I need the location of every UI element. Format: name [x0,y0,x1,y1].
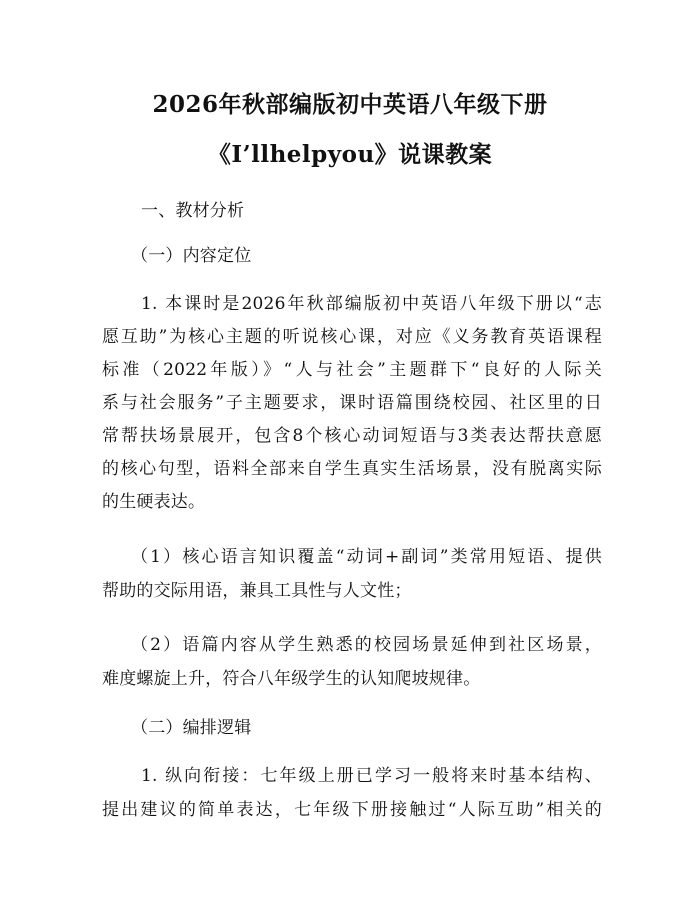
paragraph-1-line-3: 标准（2022年版）》“人与社会”主题群下“良好的人际关 [102,360,602,380]
subsection-heading-content-positioning: （一）内容定位 [131,246,252,266]
paragraph-1-line-6: 的核心句型，语料全部来自学生真实生活场景，没有脱离实际 [102,459,602,479]
document-title-line-2: 《I’llhelpyou》说课教案 [207,141,493,168]
paragraph-3-line-1: （2）语篇内容从学生熟悉的校园场景延伸到社区场景， [131,635,602,655]
paragraph-4-line-2: 提出建议的简单表达，七年级下册接触过“人际互助”相关的 [102,800,602,820]
document-title-line-1: 2026年秋部编版初中英语八年级下册 [152,91,548,118]
paragraph-4-line-1: 1. 纵向衔接：七年级上册已学习一般将来时基本结构、 [141,766,602,786]
paragraph-1-line-2: 愿互助”为核心主题的听说核心课，对应《义务教育英语课程 [102,327,602,347]
paragraph-2-line-1: （1）核心语言知识覆盖“动词+副词”类常用短语、提供 [131,547,602,567]
paragraph-1-line-1: 1. 本课时是2026年秋部编版初中英语八年级下册以“志 [141,294,602,314]
paragraph-1-line-5: 常帮扶场景展开，包含8个核心动词短语与3类表达帮扶意愿 [102,426,602,446]
subsection-heading-arrangement-logic: （二）编排逻辑 [131,718,252,738]
section-heading-textbook-analysis: 一、教材分析 [141,201,245,221]
paragraph-1-line-4: 系与社会服务”子主题要求，课时语篇围绕校园、社区里的日 [102,393,602,413]
paragraph-3-line-2: 难度螺旋上升，符合八年级学生的认知爬坡规律。 [102,669,481,689]
paragraph-2-line-2: 帮助的交际用语，兼具工具性与人文性； [102,581,412,601]
paragraph-1-line-7: 的生硬表达。 [102,492,206,512]
